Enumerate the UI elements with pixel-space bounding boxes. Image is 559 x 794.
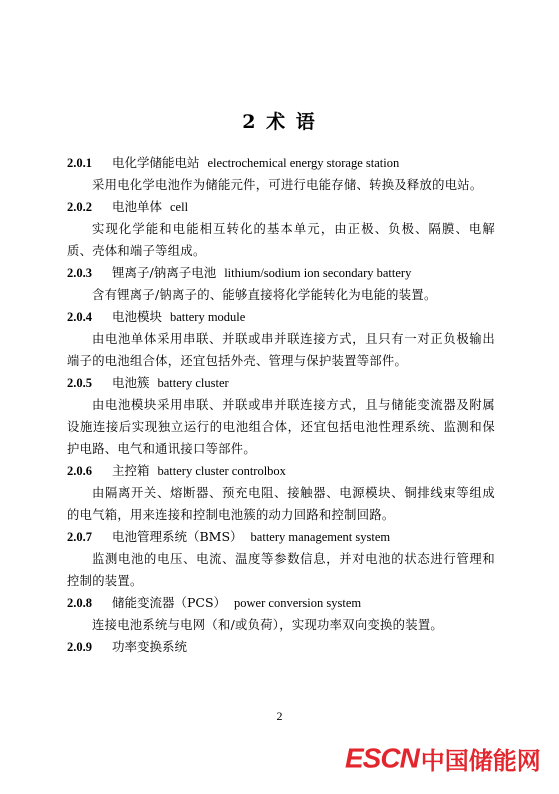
term-chinese: 电池管理系统（BMS） [112, 529, 243, 544]
term-english: power conversion system [234, 596, 362, 610]
term-entry [67, 196, 495, 262]
term-english: lithium/sodium ion secondary battery [224, 266, 412, 280]
term-chinese: 电化学储能电站 [112, 155, 200, 170]
page-number: 2 [276, 709, 283, 723]
term-definition: 实现化学能和电能相互转化的基本单元，由正极、负极、隔膜、电解质、壳体和端子等组成。 [67, 222, 495, 258]
term-chinese: 电池单体 [112, 199, 163, 214]
term-definition: 连接电池系统与电网（和/或负荷），实现功率双向变换的装置。 [92, 618, 444, 632]
watermark-chinese-text: 中国储能网 [420, 747, 541, 775]
term-entry [67, 152, 495, 196]
term-number: 2.0.3 [67, 266, 92, 280]
term-chinese: 电池模块 [112, 309, 163, 324]
term-chinese: 电池簇 [112, 375, 150, 390]
term-definition: 监测电池的电压、电流、温度等参数信息，并对电池的状态进行管理和控制的装置。 [67, 552, 495, 588]
term-number: 2.0.8 [67, 596, 92, 610]
term-english: electrochemical energy storage station [207, 156, 400, 170]
terms-list [67, 152, 495, 658]
section-title: 2 术 语 [242, 111, 317, 133]
term-entry [67, 460, 495, 526]
term-number: 2.0.4 [67, 310, 92, 324]
term-chinese: 功率变换系统 [112, 639, 188, 654]
term-entry [67, 592, 495, 636]
term-chinese: 储能变流器（PCS） [112, 595, 227, 610]
term-definition: 由隔离开关、熔断器、预充电阻、接触器、电源模块、铜排线束等组成的电气箱，用来连接和控制电池簇的动力回路和控制回路。 [67, 486, 495, 522]
term-entry [67, 262, 495, 306]
term-english: battery cluster controlbox [157, 464, 286, 478]
term-number: 2.0.9 [67, 640, 92, 654]
term-english: battery cluster [157, 376, 229, 390]
term-definition: 由电池单体采用串联、并联或串并联连接方式，且只有一对正负极输出端子的电池组合体，还宜包括外壳、管理与保护装置等部件。 [67, 332, 495, 368]
term-number: 2.0.7 [67, 530, 92, 544]
term-number: 2.0.6 [67, 464, 92, 478]
term-entry [67, 306, 495, 372]
term-english: cell [170, 200, 189, 214]
term-english: battery management system [250, 530, 391, 544]
term-definition: 由电池模块采用串联、并联或串并联连接方式，且与储能变流器及附属设施连接后实现独立运行的电池组合体，还宜包括电池性理系统、监测和保护电路、电气和通讯接口等部件。 [67, 398, 495, 456]
term-number: 2.0.1 [67, 156, 92, 170]
watermark-brand-text: ESCN [345, 742, 419, 774]
term-number: 2.0.2 [67, 200, 92, 214]
term-number: 2.0.5 [67, 376, 92, 390]
term-definition: 含有锂离子/钠离子的、能够直接将化学能转化为电能的装置。 [92, 288, 437, 302]
term-chinese: 主控箱 [112, 463, 150, 478]
term-entry [67, 526, 495, 592]
term-chinese: 锂离子/钠离子电池 [112, 265, 217, 280]
term-entry [67, 636, 495, 658]
term-english: battery module [170, 310, 246, 324]
term-entry [67, 372, 495, 460]
term-definition: 采用电化学电池作为储能元件，可进行电能存储、转换及释放的电站。 [92, 178, 483, 192]
escn-logo-watermark [345, 741, 541, 777]
